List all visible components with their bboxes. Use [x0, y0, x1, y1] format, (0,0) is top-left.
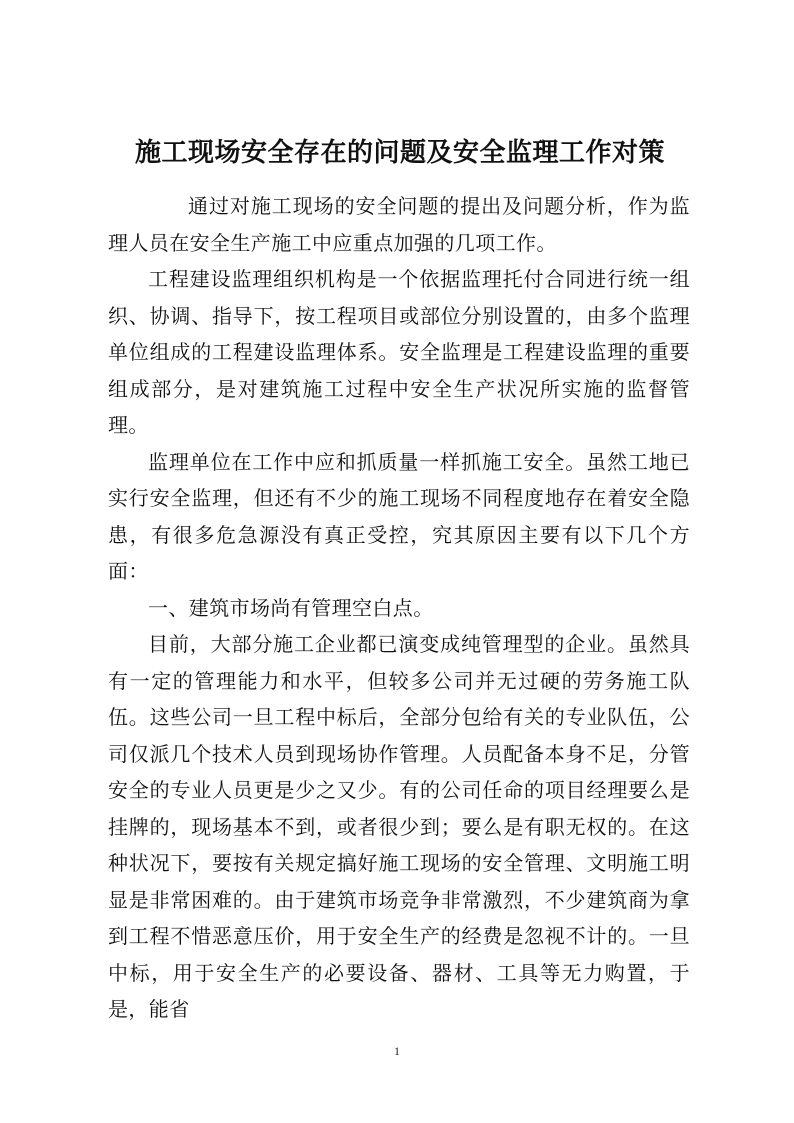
document-body: [108, 188, 690, 1028]
intro-paragraph: 通过对施工现场的安全问题的提出及问题分析，作为监理人员在安全生产施工中应重点加强的几项工作。: [108, 194, 690, 255]
paragraph-supervision-organization: 工程建设监理组织机构是一个依据监理托付合同进行统一组织、协调、指导下，按工程项目或部位分别设置的，由多个监理单位组成的工程建设监理体系。安全监理是工程建设监理的重要组成部分，是对建筑施工过程中安全生产状况所实施的监督管理。: [108, 267, 690, 437]
paragraph-safety-issues: 监理单位在工作中应和抓质量一样抓施工安全。虽然工地已实行安全监理，但还有不少的施工现场不同程度地存在着安全隐患，有很多危急源没有真正受控，究其原因主要有以下几个方面：: [108, 449, 690, 583]
section-heading-1: 一、建筑市场尚有管理空白点。: [148, 595, 434, 620]
page-number: 1: [394, 1044, 400, 1058]
document-title: 施工现场安全存在的问题及安全监理工作对策: [134, 138, 665, 168]
paragraph-market-analysis: 目前，大部分施工企业都已演变成纯管理型的企业。虽然具有一定的管理能力和水平，但较多公司并无过硬的劳务施工队伍。这些公司一旦工程中标后，全部分包给有关的专业队伍，公司仅派几个技术人员到现场协作管理。人员配备本身不足，分管安全的专业人员更是少之又少。有的公司任命的项目经理要么是挂牌的，现场基本不到，或者很少到；要么是有职无权的。在这种状况下，要按有关规定搞好施工现场的安全管理、文明施工明显是非常困难的。由于建筑市场竞争非常激烈，不少建筑商为拿到工程不惜恶意压价，用于安全生产的经费是忽视不计的。一旦中标，用于安全生产的必要设备、器材、工具等无力购置，于是，能省: [108, 632, 690, 1021]
